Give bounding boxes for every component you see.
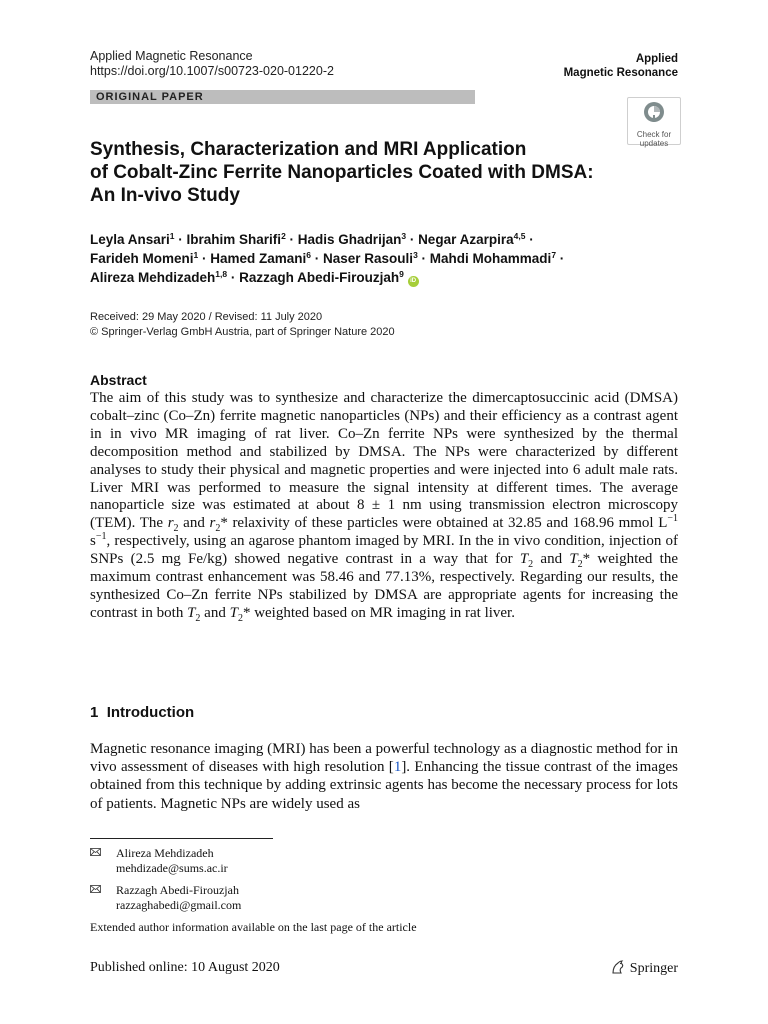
author-separator: · (556, 251, 565, 266)
author-affiliation: 3 (401, 231, 407, 241)
correspondence-name: Alireza Mehdizadeh (116, 846, 214, 860)
author-name[interactable]: Leyla Ansari (90, 232, 170, 247)
author-name[interactable]: Negar Azarpira (418, 232, 514, 247)
title-line-1: Synthesis, Characterization and MRI Application (90, 139, 527, 160)
correspondence-entry (90, 846, 228, 876)
section-heading-introduction (90, 704, 194, 721)
author-name[interactable]: Mahdi Mohammadi (429, 251, 552, 266)
received-revised-dates: Received: 29 May 2020 / Revised: 11 July 2020 (90, 311, 323, 323)
check-updates-icon (643, 101, 665, 123)
correspondence-email[interactable]: razzaghabedi@gmail.com (116, 898, 242, 912)
publisher-logo (610, 959, 678, 977)
author-affiliation: 3 (413, 250, 418, 260)
section-title: Introduction (106, 704, 195, 721)
author-separator: · (285, 232, 298, 247)
author-separator: · (198, 251, 211, 266)
abstract-text: The aim of this study was to synthesize and characterize the dimercaptosuccinic acid (DMSA) cobalt–zinc (Co–Zn) ferrite magnetic nanoparticles (NPs) and their efficiency as a contrast agent in in vivo MR imaging of rat liver. Co–Zn ferrite NPs were synthesized by the thermal decomposition method and stabilized by DMSA. The NPs were characterized by different analyses to study their physical and magnetic properties and were injected into 6 adult male rats. Liver MRI was performed to measure the signal intensity at different times. The average nanoparticle size was estimated at about 8 ± 1 nm using transmission electron microscopy (TEM). The $r_2$ and $r_2*$ relaxivity of these particles were obtained at 32.85 and 168.96 mmol $L^{-1}$ $s^{-1}$, respectively, using an agarose phantom imaged by MRI. In the in vivo condition, injection of SNPs (2.5 mg Fe/kg) showed negative contrast in a way that for $T_2$ and $T_2*$ weighted the maximum contrast enhancement was 58.46 and 77.13%, respectively. Regarding our results, the synthesized Co–Zn ferrite NPs stabilized by DMSA are appropriate agents for increasing the contrast in both $T_2$ and $T_2*$ weighted based on MR imaging in rat liver. (90, 390, 678, 624)
journal-logo-line1: Applied (635, 53, 678, 65)
author-name[interactable]: Hadis Ghadrijan (297, 232, 402, 247)
footnote-divider (90, 838, 273, 839)
author-affiliation: 9 (399, 269, 404, 279)
doi-link[interactable]: https://doi.org/10.1007/s00723-020-01220-2 (90, 64, 334, 78)
title-line-3: An In-vivo Study (90, 185, 240, 206)
abstract-heading: Abstract (90, 372, 147, 388)
author-separator: · (227, 270, 240, 285)
author-name[interactable]: Farideh Momeni (90, 251, 194, 266)
check-updates-line2: updates (639, 139, 669, 148)
citation-link[interactable]: 1 (393, 759, 402, 776)
author-affiliation: 6 (306, 250, 312, 260)
author-separator: · (525, 232, 534, 247)
author-affiliation: 7 (551, 250, 557, 260)
author-affiliation: 2 (281, 231, 286, 241)
journal-logo (564, 52, 678, 80)
springer-horse-icon (610, 959, 626, 975)
copyright-notice: © Springer-Verlag GmbH Austria, part of Springer Nature 2020 (90, 326, 395, 338)
envelope-icon (90, 885, 101, 893)
paper-type: ORIGINAL PAPER (96, 91, 204, 103)
introduction-text: Magnetic resonance imaging (MRI) has been a powerful technology as a diagnostic method for in vivo assessment of diseases with high resolution [1]. Enhancing the tissue contrast of the images obtained from this technique by adding extrinsic agents has become the necessary process for lots of patients. Magnetic NPs are widely used as (90, 741, 678, 812)
author-name[interactable]: Alireza Mehdizadeh (90, 270, 216, 285)
journal-meta (90, 49, 334, 79)
author-list (90, 230, 690, 287)
article-dates (90, 310, 395, 340)
envelope-icon (90, 848, 101, 856)
author-name[interactable]: Hamed Zamani (210, 251, 307, 266)
extended-author-info: Extended author information available on the last page of the article (90, 920, 417, 934)
author-affiliation: 1,8 (215, 269, 228, 279)
section-number: 1 (90, 704, 99, 721)
paper-title (90, 138, 650, 207)
author-name[interactable]: Naser Rasouli (323, 251, 414, 266)
author-affiliation: 1 (193, 250, 199, 260)
correspondence-email[interactable]: mehdizade@sums.ac.ir (116, 861, 228, 875)
publisher-name: Springer (629, 961, 678, 976)
author-affiliation: 4,5 (513, 231, 526, 241)
journal-logo-line2: Magnetic Resonance (563, 67, 678, 79)
author-separator: · (174, 232, 187, 247)
orcid-icon[interactable]: iD (408, 276, 419, 287)
author-separator: · (406, 232, 419, 247)
journal-name: Applied Magnetic Resonance (90, 49, 253, 63)
title-line-2: of Cobalt-Zinc Ferrite Nanoparticles Coated with DMSA: (90, 162, 594, 183)
correspondence-name: Razzagh Abedi-Firouzjah (116, 883, 239, 897)
correspondence-entry (90, 883, 241, 913)
author-name[interactable]: Razzagh Abedi-Firouzjah (239, 270, 400, 285)
author-affiliation: 1 (169, 231, 175, 241)
published-date: Published online: 10 August 2020 (90, 960, 280, 975)
author-separator: · (417, 251, 430, 266)
check-updates-line1: Check for (636, 130, 672, 139)
author-separator: · (311, 251, 324, 266)
author-name[interactable]: Ibrahim Sharifi (186, 232, 282, 247)
